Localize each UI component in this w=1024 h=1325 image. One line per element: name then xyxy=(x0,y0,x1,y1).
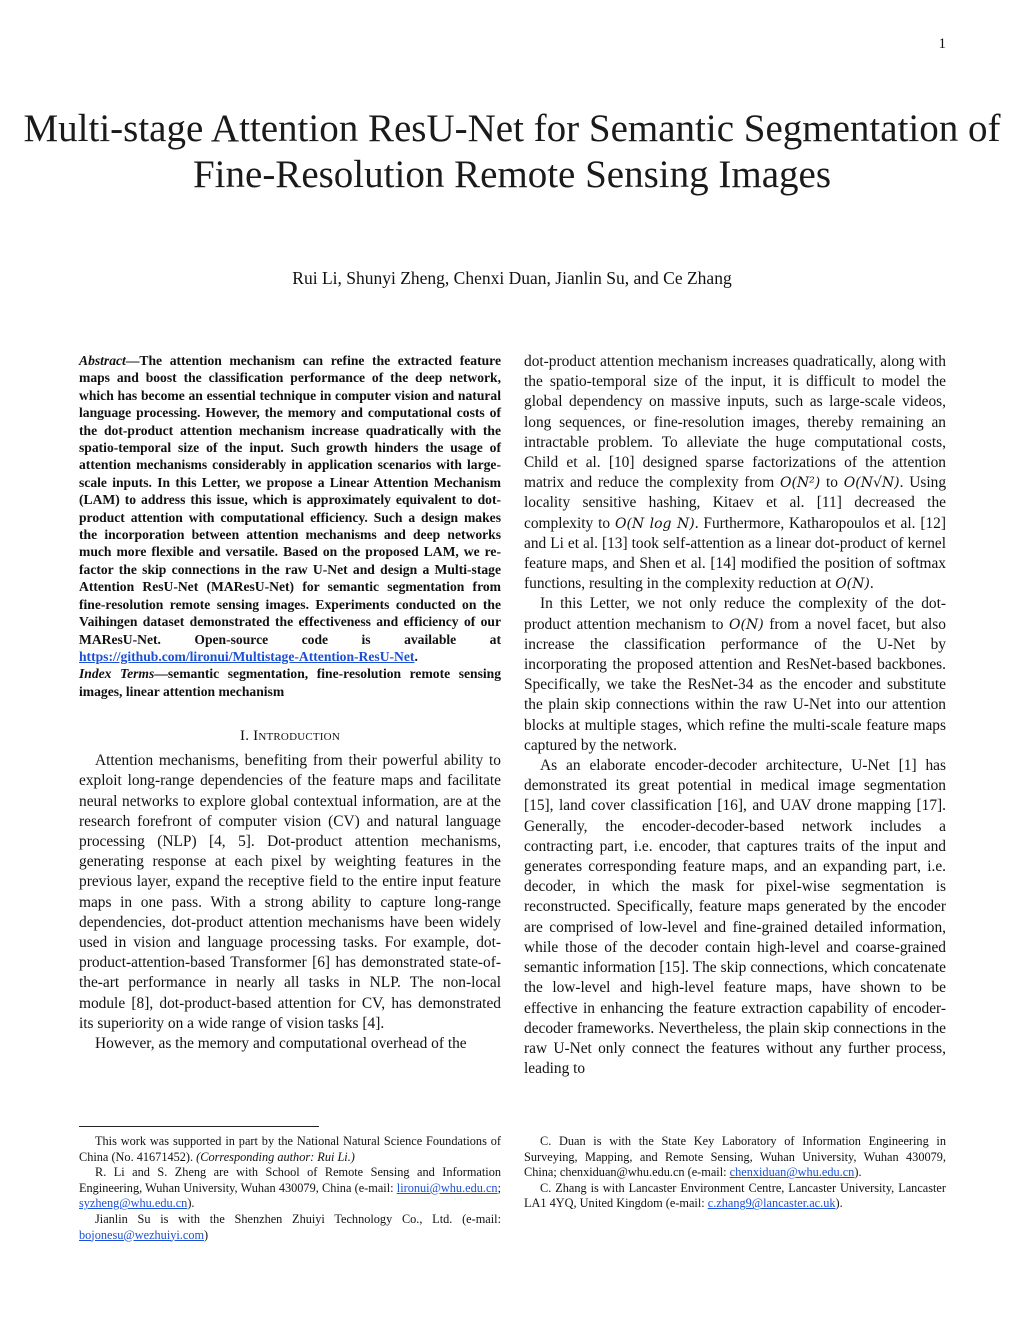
footnote-su xyxy=(79,1212,501,1243)
text-run: ). xyxy=(854,1165,862,1180)
footnotes-left xyxy=(79,1134,501,1243)
text-run: R. Li and S. Zheng are with School of Remote Sensing and Information Engineering, Wuhan University, Wuhan 430079, China (e-mail: xyxy=(79,1165,501,1195)
section-title: Introduction xyxy=(253,728,340,745)
text-run: ) xyxy=(204,1227,209,1242)
text-run: from a novel facet, but also increase the classification performance of the U-Net by incorporating the proposed attention and ResNet-based backbones. Specifically, we take the ResNet-34 as the encoder and substitute the plain skip connections within the raw U-Net into our attention blocks at multiple stages, which refine the multi-scale feature maps captured by the network. xyxy=(524,615,946,754)
footnotes-right xyxy=(524,1134,946,1212)
paper-title: Multi-stage Attention ResU-Net for Semantic Segmentation of Fine-Resolution Remote Sensing Images xyxy=(23,107,1001,196)
text-run: This work was supported in part by the National Natural Science Foundations of China (No. 41671452). xyxy=(79,1134,501,1164)
page-number: 1 xyxy=(938,36,946,52)
footnote-divider xyxy=(79,1126,319,1127)
text-run: C. Zhang is with Lancaster Environment Centre, Lancaster University, Lancaster LA1 4YQ, United Kingdom (e-mail: xyxy=(524,1180,946,1211)
footnote-zhang xyxy=(524,1181,946,1212)
email-link-duan[interactable]: chenxiduan@whu.edu.cn xyxy=(729,1165,855,1180)
author-list: Rui Li, Shunyi Zheng, Chenxi Duan, Jianlin Su, and Ce Zhang xyxy=(292,268,732,288)
email-link-li[interactable]: lironui@whu.edu.cn xyxy=(396,1180,498,1195)
index-terms: Index Terms—semantic segmentation, fine-resolution remote sensing images, linear attention mechanism xyxy=(79,666,501,699)
text-run: ). xyxy=(187,1196,195,1211)
math-complexity-nlogn: O(N log N) xyxy=(614,515,695,532)
math-complexity-linear: O(N) xyxy=(835,576,870,593)
text-run: dot-product attention mechanism increases quadratically, along with the spatio-temporal size of the input, it is difficult to model the global dependency on massive inputs, such as large-scale videos, long sequences, or fine-resolution images, thereby remaining an intractable problem. To alleviate the huge computational costs, Child et al. [10] designed sparse factorizations of the attention matrix and reduce the complexity from xyxy=(524,353,946,492)
right-column xyxy=(524,352,946,1079)
text-run: . Using locality sensitive hashing, Kitaev et al. [11] decreased the complexity to xyxy=(524,474,947,532)
footnote-li-zheng xyxy=(79,1165,501,1212)
text-run: to xyxy=(826,474,839,492)
abstract: Abstract—The attention mechanism can refine the extracted feature maps and boost the classification performance of the deep network, which has become an essential technique in computer vision and natural language processing. However, the memory and computational costs of the dot-product attention mechanism increase quadratically with the spatio-temporal size of the input. Such growth hinders the usage of attention mechanisms considerably in application scenarios with large-scale inputs. In this Letter, we propose a Linear Attention Mechanism (LAM) to address this issue, which is approximately equivalent to dot-product attention with computational efficiency. Such a design makes the incorporation between attention mechanisms and deep networks much more flexible and versatile. Based on the proposed LAM, we re-factor the skip connections in the raw U-Net and design a Multi-stage Attention ResU-Net (MAResU-Net) for semantic segmentation from fine-resolution remote sensing images. Experiments conducted on the Vaihingen dataset demonstrated the effectiveness and efficiency of our MAResU-Net. Open-source code is available at https://github.com/lironui/Multistage-Attention-ResU-Net. xyxy=(79,353,501,664)
email-link-zhang[interactable]: c.zhang9@lancaster.ac.uk xyxy=(707,1196,836,1211)
text-run: ; xyxy=(497,1180,502,1195)
math-complexity-quadratic: O(N²) xyxy=(779,475,821,492)
math-complexity-nsqrtn: O(N√N) xyxy=(843,475,900,492)
text-run: C. Duan is with the State Key Laboratory of Information Engineering in Surveying, Mapping, and Remote Sensing, Wuhan University, Wuhan 430079, China; chenxiduan@whu.edu.cn (e-mail: xyxy=(524,1134,946,1180)
text-run: Jianlin Su is with the Shenzhen Zhuiyi Technology Co., Ltd. (e-mail: xyxy=(95,1211,501,1226)
text-run: ). xyxy=(835,1196,843,1211)
right-paragraph-3: As an elaborate encoder-decoder architecture, U-Net [1] has demonstrated its great potential in medical image segmentation [15], land cover classification [16], and UAV drone mapping [17]. Generally, the encoder-decoder-based network includes a contracting part, i.e. encoder, that captures traits of the input and generates corresponding feature maps, and an expanding part, i.e. decoder, in which the mask for pixel-wise segmentation is reconstructed. Specifically, feature maps generated by the encoder are comprised of low-level and fine-grained detailed information, while those of the decoder contain high-level and coarse-grained semantic information [15]. The skip connections, which concatenate the low-level and high-level feature maps, have shown to be effective in enhancing the feature extraction capability of encoder-decoder frameworks. Nevertheless, the plain skip connections in the raw U-Net only connect the features without any further process, leading to xyxy=(524,757,946,1078)
index-terms-text: semantic segmentation, fine-resolution remote sensing images, linear attention mechanism xyxy=(79,666,501,699)
abstract-label: Abstract xyxy=(79,353,126,368)
intro-paragraph-2: However, as the memory and computational overhead of the xyxy=(95,1034,467,1052)
footnote-funding xyxy=(79,1134,501,1165)
footnote-duan xyxy=(524,1134,946,1181)
index-terms-label: Index Terms xyxy=(79,666,155,682)
section-number: I. xyxy=(240,728,250,745)
section-heading xyxy=(79,728,501,745)
intro-paragraph-1: Attention mechanisms, benefiting from their powerful ability to exploit long-range dependencies of the feature maps and facilitate neural networks to explore global contextual information, are at the research forefront of computer vision (CV) and natural language processing (NLP) [4, 5]. Dot-product attention mechanisms, generating response at each pixel by weighting features in the previous layer, expand the receptive field to the entire input feature maps in one pass. With a strong ability to capture long-range dependencies, dot-product attention mechanisms have been widely used in vision and language processing tasks. For example, dot-product-attention-based Transformer [6] has demonstrated state-of-the-art performance in nearly all tasks in NLP. The non-local module [8], dot-product-based attention for CV, has demonstrated its superiority on a wide range of vision tasks [4]. xyxy=(79,752,501,1032)
text-run: . Furthermore, Katharopoulos et al. [12] and Li et al. [13] took self-attention as a linear dot-product of kernel feature maps, and Shen et al. [14] modified the position of softmax functions, resulting in the complexity reduction at xyxy=(524,514,946,593)
right-paragraph-1 xyxy=(524,352,946,594)
left-column xyxy=(79,352,501,1054)
right-paragraph-2 xyxy=(524,594,946,756)
abstract-text: The attention mechanism can refine the extracted feature maps and boost the classification performance of the deep network, which has become an essential technique in computer vision and natural language processing. However, the memory and computational costs of the dot-product attention mechanism increase quadratically with the spatio-temporal size of the input. Such growth hinders the usage of attention mechanisms considerably in application scenarios with large-scale inputs. In this Letter, we propose a Linear Attention Mechanism (LAM) to address this issue, which is approximately equivalent to dot-product attention with computational efficiency. Such a design makes the incorporation between attention mechanisms and deep networks much more flexible and versatile. Based on the proposed LAM, we re-factor the skip connections in the raw U-Net and design a Multi-stage Attention ResU-Net (MAResU-Net) for semantic segmentation from fine-resolution remote sensing images. Experiments conducted on the Vaihingen dataset demonstrated the effectiveness and efficiency of our MAResU-Net. Open-source code is available at xyxy=(79,353,501,647)
corresponding-author: (Corresponding author: Rui Li.) xyxy=(196,1149,355,1164)
text-run: . xyxy=(869,575,874,593)
text-run: In this Letter, we not only reduce the complexity of the dot-product attention mechanism to xyxy=(524,595,946,633)
email-link-zheng[interactable]: syzheng@whu.edu.cn xyxy=(79,1196,188,1211)
email-link-su[interactable]: bojonesu@wezhuiyi.com xyxy=(79,1227,205,1242)
math-complexity-linear: O(N) xyxy=(729,616,764,633)
github-link[interactable]: https://github.com/lironui/Multistage-Attention-ResU-Net xyxy=(79,648,415,664)
